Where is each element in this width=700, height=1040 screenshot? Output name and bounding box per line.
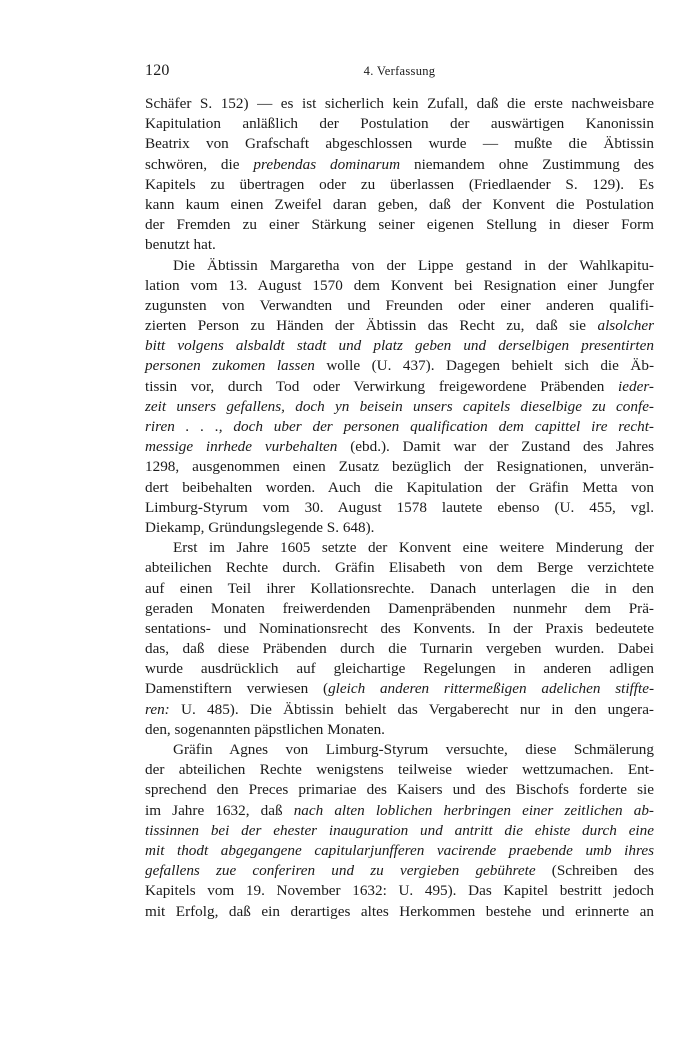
text-line: [145, 861, 654, 881]
running-head: 4. Verfassung: [363, 64, 436, 78]
text-segment: (Schreiben des: [535, 862, 654, 880]
text-segment: den, sogenannten päpstlichen Monaten.: [145, 720, 385, 738]
text-line: [145, 134, 654, 154]
text-segment: U. 485). Die Äbtissin behielt das Vergaberecht nur in den ungera-: [169, 700, 654, 718]
text-line: [145, 215, 654, 235]
text-segment: zugunsten von Verwandten und Freunden oder einer anderen qualifi-: [145, 296, 654, 314]
text-segment: lation vom 13. August 1570 dem Konvent bei Resignation einer Jungfer: [145, 276, 654, 294]
text-line: [145, 720, 654, 740]
text-line: [145, 276, 654, 296]
text-line: [145, 599, 654, 619]
text-line: [145, 881, 654, 901]
text-segment: schwören, die: [145, 155, 254, 173]
text-segment: sprechend den Preces primariae des Kaisers und des Bischofs forderte sie: [145, 781, 654, 799]
text-line: [145, 659, 654, 679]
text-segment: Beatrix von Grafschaft abgeschlossen wurde — mußte die Äbtissin: [145, 135, 654, 153]
text-line: [145, 558, 654, 578]
text-segment: benutzt hat.: [145, 236, 216, 254]
text-line: [145, 94, 654, 114]
text-segment: kann kaum einen Zweifel daran geben, daß der Konvent die Postulation: [145, 195, 654, 213]
text-segment: 1298, ausgenommen einen Zusatz bezüglich der Resignationen, unverän-: [145, 458, 654, 476]
text-segment: der Fremden zu einer Stärkung seiner eigenen Stellung in dieser Form: [145, 216, 654, 234]
text-line: [145, 740, 654, 760]
text-line: [145, 316, 654, 336]
text-line: [145, 902, 654, 922]
text-segment: Diekamp, Gründungslegende S. 648).: [145, 518, 375, 536]
text-line: [145, 296, 654, 316]
text-segment: geraden Monaten freiwerdenden Damenpräbenden nunmehr dem Prä-: [145, 599, 654, 617]
italic-quotation: gleich anderen rittermeßigen adelichen stiffte-: [328, 680, 655, 698]
text-line: [145, 356, 654, 376]
text-line: [145, 175, 654, 195]
text-line: [145, 397, 654, 417]
italic-quotation: personen zukomen lassen: [145, 357, 315, 375]
text-segment: Kapitels vom 19. November 1632: U. 495). Das Kapitel bestritt jedoch: [145, 882, 654, 900]
body-text: [145, 94, 654, 922]
italic-quotation: alsolcher: [597, 317, 654, 335]
text-line: [145, 478, 654, 498]
italic-quotation: ieder-: [618, 377, 654, 395]
text-line: [145, 195, 654, 215]
italic-quotation: tissinnen bei der ehester inauguration und antritt die ehiste durch eine: [145, 821, 654, 839]
text-segment: Kapitulation anläßlich der Postulation der auswärtigen Kanonissin: [145, 115, 654, 133]
text-segment: mit Erfolg, daß ein derartiges altes Herkommen bestehe und erinnerte an: [145, 902, 654, 920]
text-line: [145, 639, 654, 659]
page-header: [145, 62, 654, 84]
text-segment: abteilichen Rechte durch. Gräfin Elisabeth von dem Berge verzichtete: [145, 559, 654, 577]
italic-quotation: bitt volgens alsbaldt stadt und platz geben und derselbigen presentirten: [145, 337, 654, 355]
text-line: [145, 336, 654, 356]
text-line: [145, 235, 654, 255]
text-segment: zierten Person zu Händen der Äbtissin das Recht zu, daß sie: [145, 317, 598, 335]
italic-quotation: messige inrhede vurbehalten: [145, 438, 338, 456]
italic-quotation: mit thodt abgegangene capitularjunfferen vacirende praebende umb ihres: [145, 841, 654, 859]
text-line: [145, 619, 654, 639]
text-segment: niemandem ohne Zustimmung des: [400, 155, 654, 173]
text-segment: tissin vor, durch Tod oder Verwirkung freigewordene Präbenden: [145, 377, 619, 395]
italic-quotation: nach alten loblichen herbringen einer zeitlichen ab-: [293, 801, 654, 819]
text-line: [145, 498, 654, 518]
text-line: [145, 437, 654, 457]
text-line: [145, 780, 654, 800]
text-segment: im Jahre 1632, daß: [145, 801, 294, 819]
text-line: [145, 417, 654, 437]
italic-quotation: ren:: [145, 700, 170, 718]
italic-quotation: gefallens zue conferiren und zu vergieben gebührete: [145, 862, 536, 880]
text-segment: Kapitels zu übertragen oder zu überlassen (Friedlaender S. 129). Es: [145, 175, 654, 193]
text-segment: Schäfer S. 152) — es ist sicherlich kein Zufall, daß die erste nachweisbare: [145, 95, 654, 112]
text-segment: wolle (U. 437). Dagegen behielt sich die Äb-: [314, 357, 655, 375]
text-segment: Die Äbtissin Margaretha von der Lippe gestand in der Wahlkapitu-: [173, 256, 654, 274]
text-line: [145, 821, 654, 841]
text-line: [145, 579, 654, 599]
text-line: [145, 114, 654, 134]
page-number: 120: [145, 62, 170, 79]
text-segment: wurde ausdrücklich auf gleichartige Regelungen in anderen adligen: [145, 660, 654, 678]
text-line: [145, 760, 654, 780]
text-line: [145, 841, 654, 861]
italic-quotation: prebendas dominarum: [253, 155, 401, 173]
text-segment: Limburg-Styrum vom 30. August 1578 lautete ebenso (U. 455, vgl.: [145, 498, 654, 516]
text-line: [145, 700, 654, 720]
text-line: [145, 457, 654, 477]
italic-quotation: zeit unsers gefallens, doch yn beisein unsers capitels dieselbige zu confe-: [145, 397, 654, 415]
text-line: [145, 679, 654, 699]
text-line: [145, 538, 654, 558]
text-segment: sentations- und Nominationsrecht des Konvents. In der Praxis bedeutete: [145, 619, 654, 637]
text-segment: Damenstiftern verwiesen (: [145, 680, 329, 698]
text-segment: das, daß diese Präbenden durch die Turnarin vergeben wurden. Dabei: [145, 640, 654, 658]
text-segment: Erst im Jahre 1605 setzte der Konvent eine weitere Minderung der: [173, 539, 654, 557]
text-line: [145, 256, 654, 276]
text-line: [145, 801, 654, 821]
text-segment: (ebd.). Damit war der Zustand des Jahres: [337, 438, 655, 456]
text-line: [145, 377, 654, 397]
text-segment: dert beibehalten worden. Auch die Kapitulation der Gräfin Metta von: [145, 478, 654, 496]
text-segment: der abteilichen Rechte wenigstens teilweise wieder wettzumachen. Ent-: [145, 761, 654, 779]
text-segment: auf einen Teil ihrer Kollationsrechte. Danach unterlagen die in den: [145, 579, 654, 597]
italic-quotation: riren . . ., doch uber der personen qualification dem capittel ire recht-: [145, 418, 654, 435]
text-line: [145, 155, 654, 175]
text-line: [145, 518, 654, 538]
text-segment: Gräfin Agnes von Limburg-Styrum versuchte, diese Schmälerung: [173, 741, 654, 758]
